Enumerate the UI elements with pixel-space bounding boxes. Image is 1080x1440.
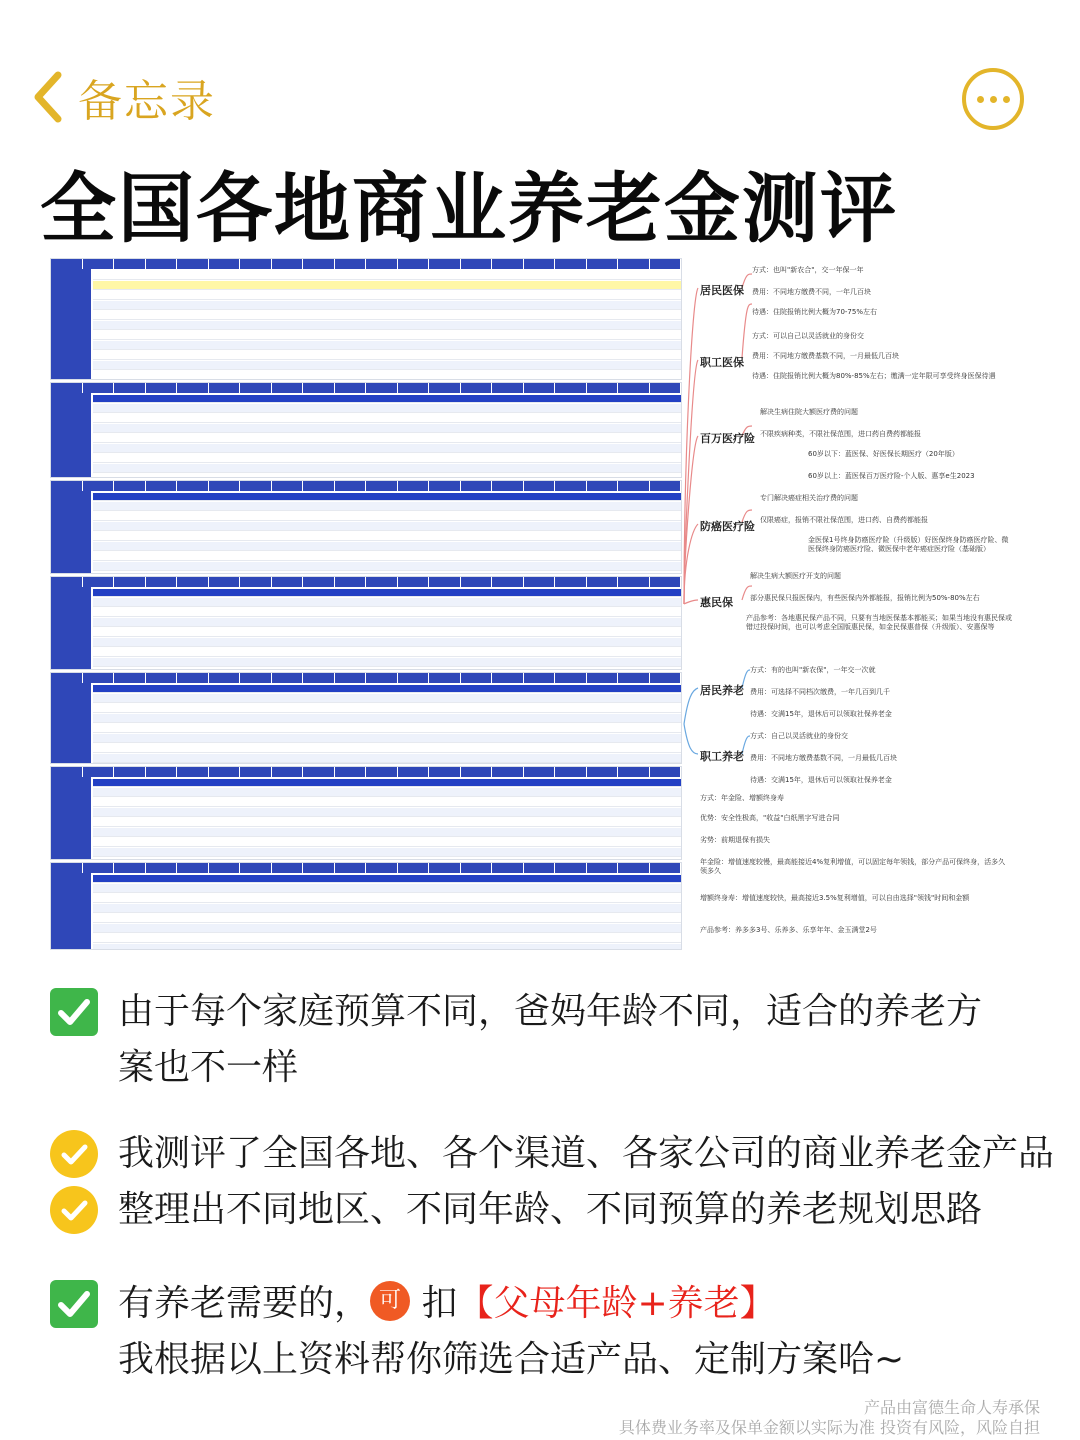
more-icon-dot	[990, 96, 997, 103]
cta-line-2: 我根据以上资料帮你筛选合适产品、定制方案哈~	[118, 1339, 905, 1380]
disclaimer	[619, 1398, 1040, 1438]
check-icon	[50, 1280, 98, 1328]
mindmap-leaf: 费用：不同地方缴费不同，一年几百块	[752, 288, 871, 296]
mindmap-connector	[742, 304, 752, 358]
mindmap-branch-label: 居民养老	[700, 684, 744, 697]
page-title: 全国各地商业养老金测评	[40, 164, 898, 253]
back-label: 备忘录	[78, 76, 216, 127]
back-button[interactable]	[30, 62, 216, 132]
mindmap-leaf: 方式：年金险、增额终身寿	[700, 794, 784, 802]
disclaimer-line: 具体费业务率及保单金额以实际为准 投资有风险，风险自担	[618, 1418, 1040, 1437]
sheet-block	[50, 480, 682, 574]
mindmap-leaf: 仅限癌症，报销不限社保范围，进口药、自费药都能报	[760, 516, 928, 524]
cta-text: 扣	[421, 1283, 458, 1324]
mindmap-leaf: 解决生病住院大额医疗费的问题	[760, 408, 858, 416]
mindmap-branch-label: 百万医疗险	[700, 432, 755, 445]
mindmap-branch-label: 防癌医疗险	[700, 520, 755, 533]
mindmap-leaf: 待遇：住院报销比例大概为70-75%左右	[752, 308, 877, 316]
mindmap-leaf: 待遇：交满15年，退休后可以领取社保养老金	[750, 776, 892, 784]
check-icon	[50, 988, 98, 1036]
mindmap-leaf: 待遇：住院报销比例大概为80%-85%左右；缴满一定年限可享受终身医保待遇	[752, 372, 996, 380]
disclaimer-line: 产品由富德生命人寿承保	[863, 1398, 1040, 1417]
cta-item	[50, 1276, 1060, 1388]
ok-icon	[50, 1186, 98, 1234]
mindmap-leaf: 费用：不同地方缴费基数不同，一月最低几百块	[752, 352, 899, 360]
mindmap-leaf: 方式：也叫"新农合"，交一年保一年	[752, 266, 864, 274]
more-icon	[977, 96, 984, 103]
mindmap-branch-label: 居民医保	[700, 284, 744, 297]
bullet-text: 我测评了全国各地、各个渠道、各家公司的商业养老金产品	[118, 1133, 1055, 1174]
sheet-block	[50, 862, 682, 950]
bullet-item	[50, 1126, 1060, 1182]
bullet-item	[50, 984, 1060, 1096]
sheet-block	[50, 382, 682, 478]
sheet-block	[50, 576, 682, 670]
cta-text: 有养老需要的，	[118, 1283, 371, 1324]
mindmap-branch-label: 职工养老	[700, 750, 744, 763]
mindmap-leaf: 解决生病大额医疗开支的问题	[750, 572, 841, 580]
mindmap-leaf: 年金险：增值速度较慢，最高能接近4%复利增值，可以固定每年领钱，部分产品可保终身，活多久领多久	[700, 858, 1006, 875]
mindmap-connector	[684, 288, 698, 604]
mindmap-leaf: 费用：可选择不同档次缴费，一年几百到几千	[750, 688, 890, 696]
mindmap-leaf: 方式：可以自己以灵活就业的身份交	[752, 332, 864, 340]
bullet-text: 案也不一样	[118, 1047, 299, 1088]
chevron-left-icon	[30, 69, 64, 125]
mindmap-connector	[684, 688, 698, 724]
mindmap-leaf: 60岁以下：蓝医保、好医保长期医疗（20年版）	[808, 450, 959, 458]
mindmap-leaf: 产品参考：各地惠民保产品不同，只要有当地医保基本都能买；如果当地没有惠民保或错过投保时间，也可以考虑全国版惠民保，如金民保惠普保（升级版）、安惠保等	[746, 614, 1012, 631]
mindmap-connector	[684, 724, 698, 754]
sheet-block	[50, 766, 682, 860]
mindmap-leaf: 优势：安全性极高，"收益"白纸黑字写进合同	[700, 814, 840, 822]
more-button[interactable]	[962, 68, 1024, 130]
mindmap-leaf: 不限疾病种类，不限社保范围，进口药自费药都能报	[760, 430, 921, 438]
mindmap-image	[682, 258, 1022, 950]
sheet-block	[50, 258, 682, 380]
mindmap-branch-label: 职工医保	[700, 356, 744, 369]
cta-line-1	[50, 1276, 1060, 1332]
mindmap-branch-label: 惠民保	[700, 596, 733, 609]
mindmap-leaf: 方式：自己以灵活就业的身份交	[750, 732, 848, 740]
mindmap-leaf: 60岁以上：蓝医保百万医疗险-个人版、惠享e生2023	[808, 472, 975, 480]
mindmap-leaf: 专门解决癌症相关治疗费的问题	[760, 494, 858, 502]
mindmap-leaf: 费用：不同地方缴费基数不同，一月最低几百块	[750, 754, 897, 762]
cta-highlight: 【父母年龄+养老】	[457, 1283, 776, 1324]
mindmap-leaf: 劣势：前期退保有损失	[700, 836, 770, 844]
mindmap-leaf: 增额终身寿：增值速度较快，最高接近3.5%复利增值，可以自由选择"领钱"时间和金额	[700, 894, 970, 902]
ok-icon	[50, 1130, 98, 1178]
bullet-text: 整理出不同地区、不同年龄、不同预算的养老规划思路	[118, 1189, 983, 1230]
bullet-text: 由于每个家庭预算不同，爸妈年龄不同，适合的养老方	[118, 991, 983, 1032]
sheet-block	[50, 672, 682, 764]
mindmap-leaf: 方式：有的也叫"新农保"，一年交一次就	[750, 666, 876, 674]
bullet-item	[50, 1182, 1060, 1238]
more-icon-dot	[1003, 96, 1010, 103]
mindmap-leaf: 产品参考：养多多3号、乐养多、乐享年年、金玉满堂2号	[700, 926, 877, 934]
ke-icon: 可	[370, 1281, 410, 1321]
top-bar	[0, 0, 1080, 150]
mindmap-connector	[684, 600, 698, 604]
mindmap-leaf: 金医保1号终身防癌医疗险（升级版）好医保终身防癌医疗险、微医保终身防癌医疗险、微医保中老年癌症医疗险（基础版）	[808, 536, 1009, 553]
mindmap-leaf: 部分惠民保只报医保内，有些医保内外都能报，报销比例为50%-80%左右	[750, 594, 980, 602]
spreadsheet-image	[50, 258, 680, 950]
mindmap-leaf: 待遇：交满15年，退休后可以领取社保养老金	[750, 710, 892, 718]
